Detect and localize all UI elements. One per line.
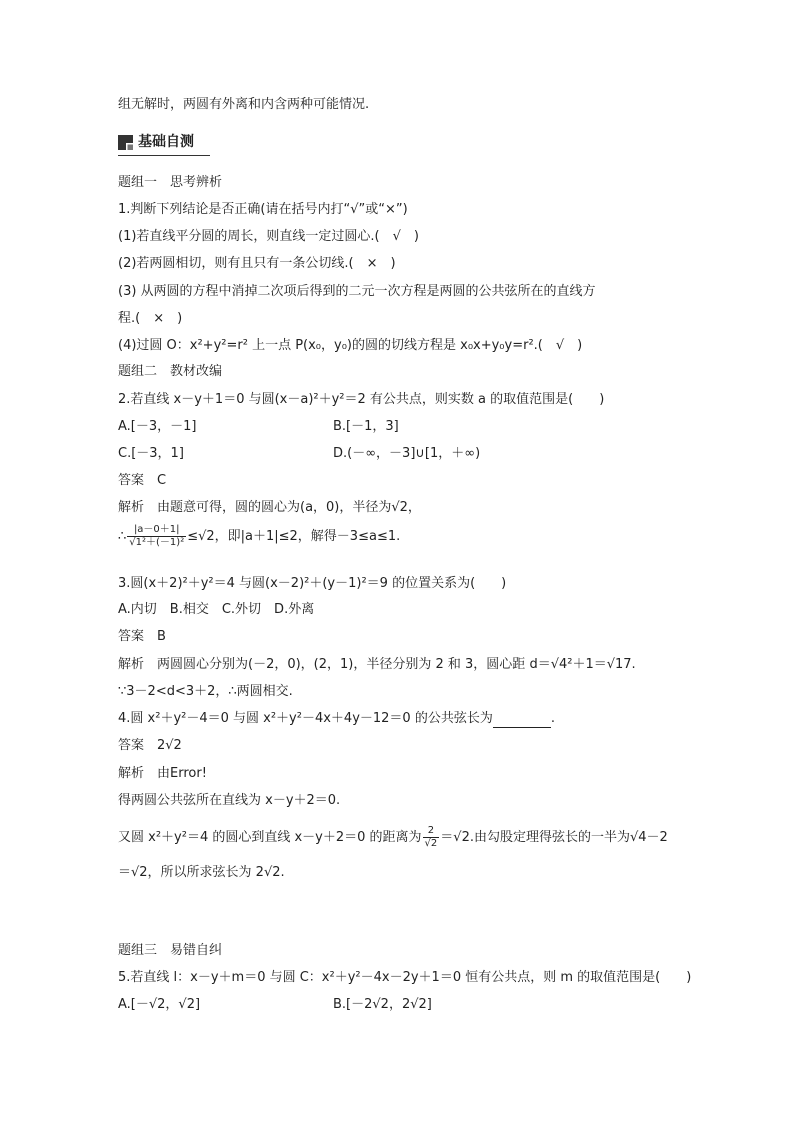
question-2-option-c: C.[－3，1] xyxy=(118,446,184,461)
question-2-option-b: B.[－1，3] xyxy=(333,419,399,434)
inequality-result: ≤√2，即|a＋1|≤2，解得－3≤a≤1. xyxy=(187,529,401,544)
distance-numerator: 2 xyxy=(423,825,440,838)
question-4-end: . xyxy=(550,711,555,726)
therefore-symbol: ∴ xyxy=(118,529,127,544)
fraction-denominator: √1²＋(－1)² xyxy=(129,537,185,548)
question-1: 1.判断下列结论是否正确(请在括号内打“√”或“×”) xyxy=(118,202,408,217)
group-two-heading: 题组二 教材改编 xyxy=(118,364,223,379)
question-1-item-3-cont: 程.( × ) xyxy=(118,311,183,326)
question-5-option-a: A.[－√2，√2] xyxy=(118,997,201,1012)
question-5-option-b: B.[－2√2，2√2] xyxy=(333,997,432,1012)
answer-blank xyxy=(493,715,551,728)
intro-text: 组无解时，两圆有外离和内含两种可能情况. xyxy=(118,97,370,112)
question-2-answer: 答案 C xyxy=(118,473,167,488)
question-4-text: 4.圆 x²＋y²－4＝0 与圆 x²＋y²－4x＋4y－12＝0 的公共弦长为 xyxy=(118,711,493,726)
question-3: 3.圆(x＋2)²＋y²＝4 与圆(x－2)²＋(y－1)²＝9 的位置关系为( ) xyxy=(118,576,507,591)
question-3-options: A.内切 B.相交 C.外切 D.外离 xyxy=(118,602,315,617)
question-2-solution-2 xyxy=(118,524,400,549)
question-4 xyxy=(118,710,555,728)
question-4-solution-2: 得两圆公共弦所在直线为 x－y＋2＝0. xyxy=(118,793,341,808)
solution-3-result: ＝√2.由勾股定理得弦长的一半为√4－2 xyxy=(440,830,668,845)
distance-fraction xyxy=(423,825,440,850)
solution-3-text: 又圆 x²＋y²＝4 的圆心到直线 x－y＋2＝0 的距离为 xyxy=(118,830,422,845)
question-4-solution-3 xyxy=(118,825,668,850)
question-4-solution-1: 解析 由Error! xyxy=(118,766,207,781)
section-title: 基础自测 xyxy=(138,134,194,150)
question-3-solution-2: ∵3－2<d<3＋2，∴两圆相交. xyxy=(118,684,293,699)
question-4-answer: 答案 2√2 xyxy=(118,738,182,753)
section-square-icon xyxy=(118,135,133,150)
question-5: 5.若直线 l：x－y＋m＝0 与圆 C：x²＋y²－4x－2y＋1＝0 恒有公共点，则 m 的取值范围是( ) xyxy=(118,970,692,985)
distance-denominator: √2 xyxy=(424,838,438,849)
question-2-solution-1: 解析 由题意可得，圆的圆心为(a，0)，半径为√2， xyxy=(118,500,421,515)
fraction-numerator: |a－0＋1| xyxy=(127,524,186,537)
question-2-option-a: A.[－3，－1] xyxy=(118,419,197,434)
fraction xyxy=(127,524,186,549)
question-4-solution-4: ＝√2，所以所求弦长为 2√2. xyxy=(118,865,285,880)
question-3-answer: 答案 B xyxy=(118,629,166,644)
question-2: 2.若直线 x－y＋1＝0 与圆(x－a)²＋y²＝2 有公共点，则实数 a 的取值范围是( ) xyxy=(118,392,605,407)
question-1-item-3: (3) 从两圆的方程中消掉二次项后得到的二元一次方程是两圆的公共弦所在的直线方 xyxy=(118,284,596,299)
question-1-item-2: (2)若两圆相切，则有且只有一条公切线.( × ) xyxy=(118,256,396,271)
question-3-solution-1: 解析 两圆圆心分别为(－2，0)，(2，1)，半径分别为 2 和 3，圆心距 d＝√4²＋1＝√17. xyxy=(118,657,636,672)
section-header xyxy=(118,133,210,156)
question-2-option-d: D.(－∞，－3]∪[1，＋∞) xyxy=(333,446,481,461)
question-1-item-4: (4)过圆 O：x²+y²=r² 上一点 P(x₀，y₀)的圆的切线方程是 x₀x+y₀y=r².( √ ) xyxy=(118,338,583,353)
group-three-heading: 题组三 易错自纠 xyxy=(118,943,223,958)
question-1-item-1: (1)若直线平分圆的周长，则直线一定过圆心.( √ ) xyxy=(118,229,419,244)
group-one-heading: 题组一 思考辨析 xyxy=(118,175,223,190)
